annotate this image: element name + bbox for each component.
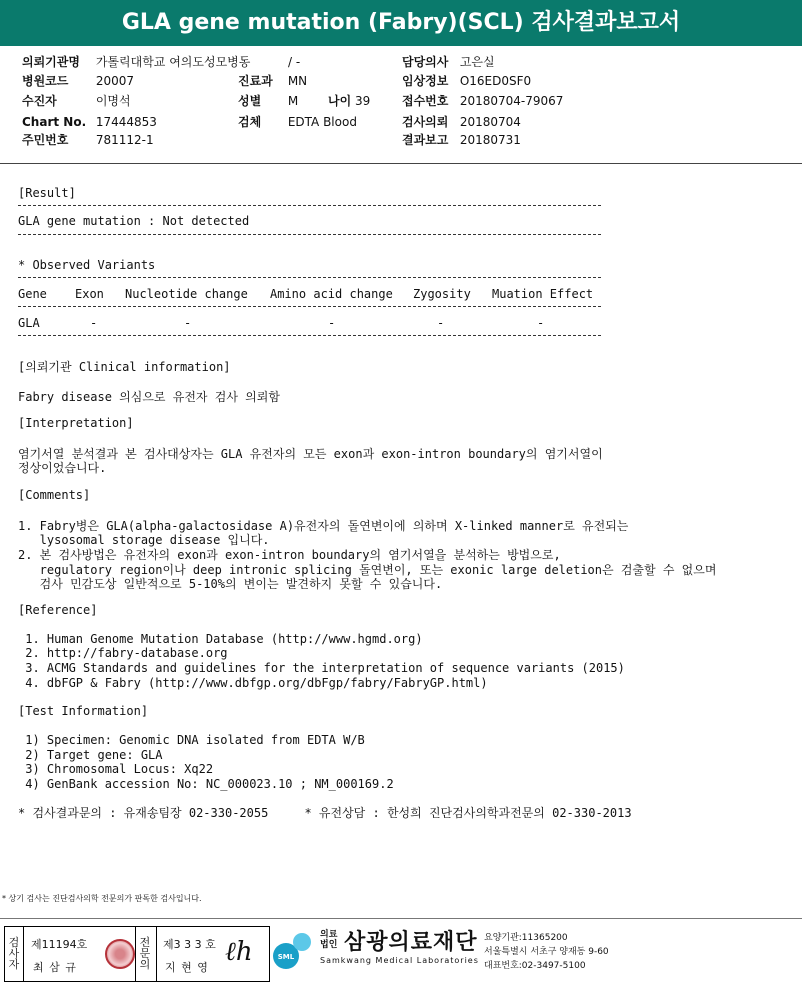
comment-line: lysosomal storage disease 입니다. [18, 533, 270, 547]
col-exon: Exon [75, 287, 104, 301]
header-value: 20180731 [459, 133, 521, 147]
box-divider [23, 927, 24, 981]
header-label: Chart No. [22, 115, 87, 129]
reference-line: 3. ACMG Standards and guidelines for the interpretation of sequence variants (2015) [18, 661, 625, 675]
variants-heading: * Observed Variants [18, 258, 156, 272]
header-label: 담당의사 [402, 55, 449, 69]
col-amino: Amino acid change [270, 287, 393, 301]
comment-line: 2. 본 검사방법은 유전자의 exon과 exon-intron boundary의 염기서열을 분석하는 방법으로, [18, 548, 561, 562]
header-label: 병원코드 [22, 74, 69, 88]
header-value: EDTA Blood [287, 115, 357, 129]
result-heading: [Result] [18, 186, 76, 200]
divider [18, 306, 601, 307]
age-label: 나이 [328, 94, 352, 108]
testinfo-line: 2) Target gene: GLA [18, 748, 163, 762]
testinfo-line: 1) Specimen: Genomic DNA isolated from EDTA W/B [18, 733, 365, 747]
cell-zygosity: - [437, 316, 445, 330]
box-divider [156, 927, 157, 981]
interpretation-heading: [Interpretation] [18, 416, 134, 430]
header-value: MN [287, 74, 308, 88]
header-divider [0, 163, 802, 164]
result-line: GLA gene mutation : Not detected [18, 214, 250, 228]
header-value: 이명석 [95, 94, 131, 108]
sml-logo-icon [272, 928, 316, 972]
age-value: 39 [355, 94, 371, 108]
header-value: 고은실 [459, 55, 495, 69]
cell-amino: - [328, 316, 336, 330]
cell-exon: - [90, 316, 98, 330]
examiner-label: 검 사 자 [8, 936, 20, 971]
org-info: 요양기관:11365200 서울특별시 서초구 양재동 9-60 대표번호:02-3497-5100 [484, 933, 609, 971]
signature-box [4, 926, 270, 982]
testinfo-line: 3) Chromosomal Locus: Xq22 [18, 762, 214, 776]
reference-line: 4. dbFGP & Fabry (http://www.dbfgp.org/dbFgp/fabry/FabryGP.html) [18, 676, 488, 690]
col-gene: Gene [18, 287, 47, 301]
header-label: 임상정보 [402, 74, 449, 88]
comment-line: regulatory region이나 deep intronic splicing 돌연변이, 또는 exonic large deletion은 검출할 수 없으며 [18, 563, 717, 577]
header-value: 781112-1 [95, 133, 154, 147]
comment-line: 검사 민감도상 일반적으로 5-10%의 변이는 발견하지 못할 수 있습니다. [18, 577, 443, 591]
header-value: 20180704 [459, 115, 521, 129]
signature-icon: ℓh [225, 937, 253, 967]
clinical-heading: [의뢰기관 Clinical information] [18, 360, 231, 374]
specialist-label: 전 문 의 [139, 936, 151, 971]
header-value: 20007 [95, 74, 135, 88]
ward-value: / - [288, 55, 301, 69]
header-label: 진료과 [238, 74, 273, 88]
interpretation-line: 정상이었습니다. [18, 461, 107, 475]
specialist-number: 제3 3 3 호 [163, 938, 216, 951]
header-value: 20180704-79067 [459, 94, 564, 108]
testinfo-heading: [Test Information] [18, 704, 149, 718]
footnote: * 상기 검사는 진단검사의학 전문의가 판독한 검사입니다. [2, 894, 202, 903]
divider [18, 205, 601, 206]
org-prefix: 의료 법인 [320, 930, 338, 950]
header-value: 17444853 [95, 115, 157, 129]
box-divider [135, 927, 136, 981]
cell-gene: GLA [18, 316, 40, 330]
reference-line: 2. http://fabry-database.org [18, 646, 228, 660]
header-label: 수진자 [22, 94, 57, 108]
comment-line: 1. Fabry병은 GLA(alpha-galactosidase A)유전자의 돌연변이에 의하며 X-linked manner로 유전되는 [18, 519, 629, 533]
org-name: 삼광의료재단 [344, 930, 478, 955]
header-value: 가톨릭대학교 여의도성모병동 [95, 55, 251, 69]
divider [18, 234, 601, 235]
report-title: GLA gene mutation (Fabry)(SCL) 검사결과보고서 [0, 0, 802, 46]
col-nucleotide: Nucleotide change [125, 287, 248, 301]
header-label: 주민번호 [22, 133, 69, 147]
reference-line: 1. Human Genome Mutation Database (http://www.hgmd.org) [18, 632, 423, 646]
divider [18, 277, 601, 278]
reference-heading: [Reference] [18, 603, 98, 617]
header-label: 성별 [238, 94, 262, 108]
testinfo-line: 4) GenBank accession No: NC_000023.10 ; NM_000169.2 [18, 777, 394, 791]
footer-divider [0, 918, 802, 919]
examiner-number: 제11194호 [31, 938, 88, 951]
header-label: 검사의뢰 [402, 115, 449, 129]
logo-text: SML [277, 953, 295, 961]
header-label: 결과보고 [402, 133, 449, 147]
org-english-name: Samkwang Medical Laboratories [320, 956, 479, 965]
header-value: M [287, 94, 299, 108]
examiner-name: 최 삼 규 [33, 961, 77, 974]
header-label: 접수번호 [402, 94, 449, 108]
interpretation-line: 염기서열 분석결과 본 검사대상자는 GLA 유전자의 모든 exon과 exon-intron boundary의 염기서열이 [18, 447, 603, 461]
header-value: O16ED0SF0 [459, 74, 532, 88]
divider [18, 335, 601, 336]
cell-effect: - [537, 316, 545, 330]
header-label: 의뢰기관명 [22, 55, 80, 69]
specialist-name: 지 현 영 [165, 961, 209, 974]
col-effect: Muation Effect [492, 287, 594, 301]
clinical-text: Fabry disease 의심으로 유전자 검사 의뢰함 [18, 390, 280, 404]
seal-icon [105, 939, 135, 969]
header-label: 검체 [238, 115, 262, 129]
col-zygosity: Zygosity [413, 287, 471, 301]
contacts-line: * 검사결과문의 : 유재송팀장 02-330-2055 * 유전상담 : 한성희 진단검사의학과전문의 02-330-2013 [18, 806, 632, 820]
cell-nucleotide: - [184, 316, 192, 330]
comments-heading: [Comments] [18, 488, 91, 502]
